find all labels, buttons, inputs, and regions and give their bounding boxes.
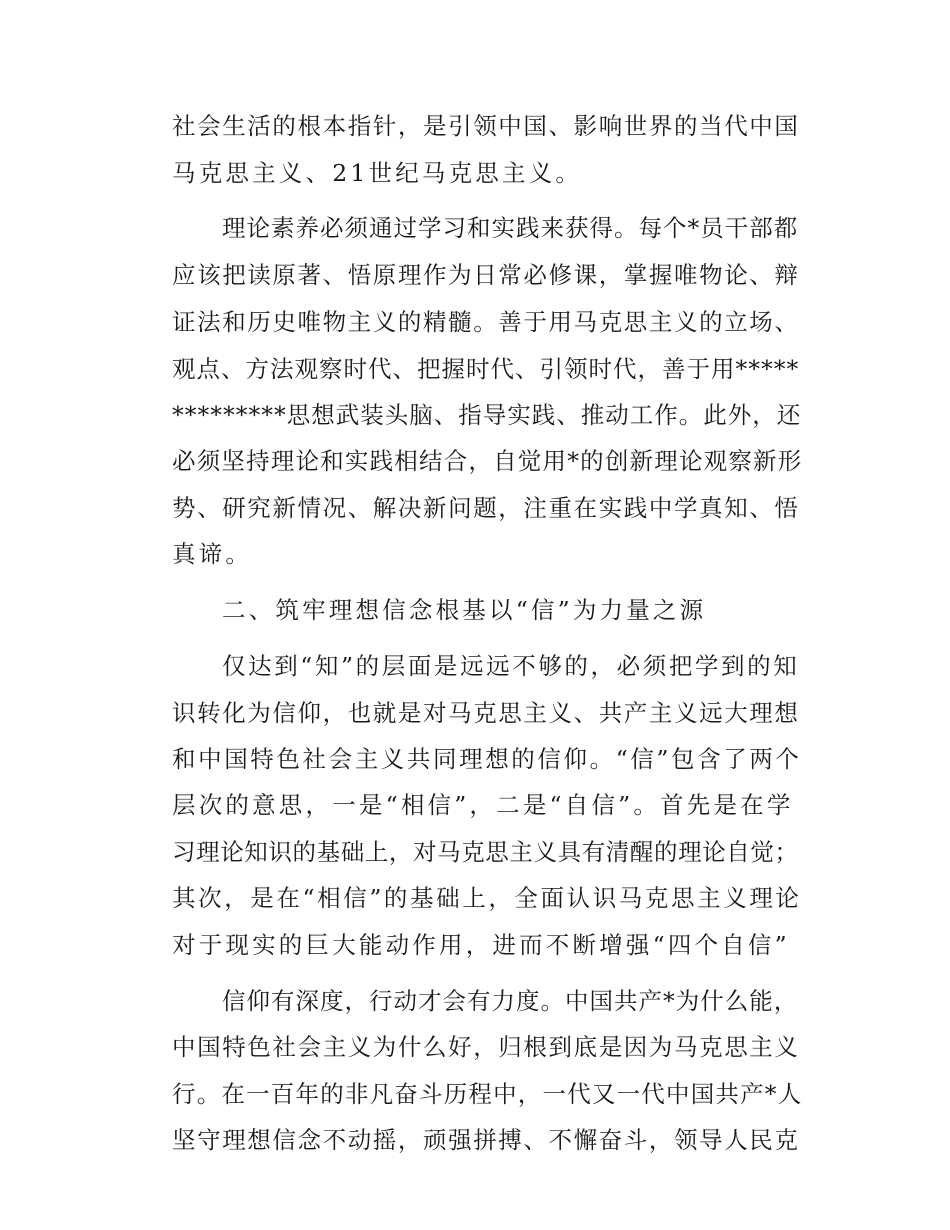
text-line: 势、研究新情况、解决新问题，注重在实践中学真知、悟	[172, 494, 800, 522]
text-line: 其次，是在“相信”的基础上，全面认识马克思主义理论	[172, 884, 802, 912]
text-line: 社会生活的根本指针，是引领中国、影响世界的当代中国	[172, 112, 800, 140]
text-line: 必须坚持理论和实践相结合，自觉用*的创新理论观察新形	[172, 447, 803, 475]
section-heading: 二、筑牢理想信念根基以“信”为力量之源	[222, 596, 707, 624]
paragraph-first-line: 理论素养必须通过学习和实践来获得。每个*员干部都	[222, 214, 799, 242]
text-line: 马克思主义、21世纪马克思主义。	[172, 159, 583, 187]
text-line: 观点、方法观察时代、把握时代、引领时代，善于用*****	[172, 355, 800, 383]
text-line: 应该把读原著、悟原理作为日常必修课，掌握唯物论、辩	[172, 261, 800, 289]
text-line: 对于现实的巨大能动作用，进而不断增强“四个自信”	[172, 931, 790, 959]
text-line: 识转化为信仰，也就是对马克思主义、共产主义远大理想	[172, 699, 800, 727]
text-line: 坚守理想信念不动摇，顽强拼搏、不懈奋斗，领导人民克	[172, 1126, 800, 1154]
text-line: *********思想武装头脑、指导实践、推动工作。此外，还	[172, 401, 802, 429]
text-line: 行。在一百年的非凡奋斗历程中，一代又一代中国共产*人	[172, 1080, 803, 1108]
text-line: 证法和历史唯物主义的精髓。善于用马克思主义的立场、	[172, 308, 800, 336]
text-line: 层次的意思，一是“相信”，二是“自信”。首先是在学	[172, 791, 794, 819]
text-line: 习理论知识的基础上，对马克思主义具有清醒的理论自觉；	[172, 838, 799, 866]
paragraph-first-line: 信仰有深度，行动才会有力度。中国共产*为什么能，	[222, 987, 799, 1015]
paragraph-first-line: 仅达到“知”的层面是远远不够的，必须把学到的知	[222, 652, 800, 680]
text-line: 和中国特色社会主义共同理想的信仰。“信”包含了两个	[172, 745, 802, 773]
text-line: 中国特色社会主义为什么好，归根到底是因为马克思主义	[172, 1033, 800, 1061]
text-line: 真谛。	[172, 540, 253, 568]
